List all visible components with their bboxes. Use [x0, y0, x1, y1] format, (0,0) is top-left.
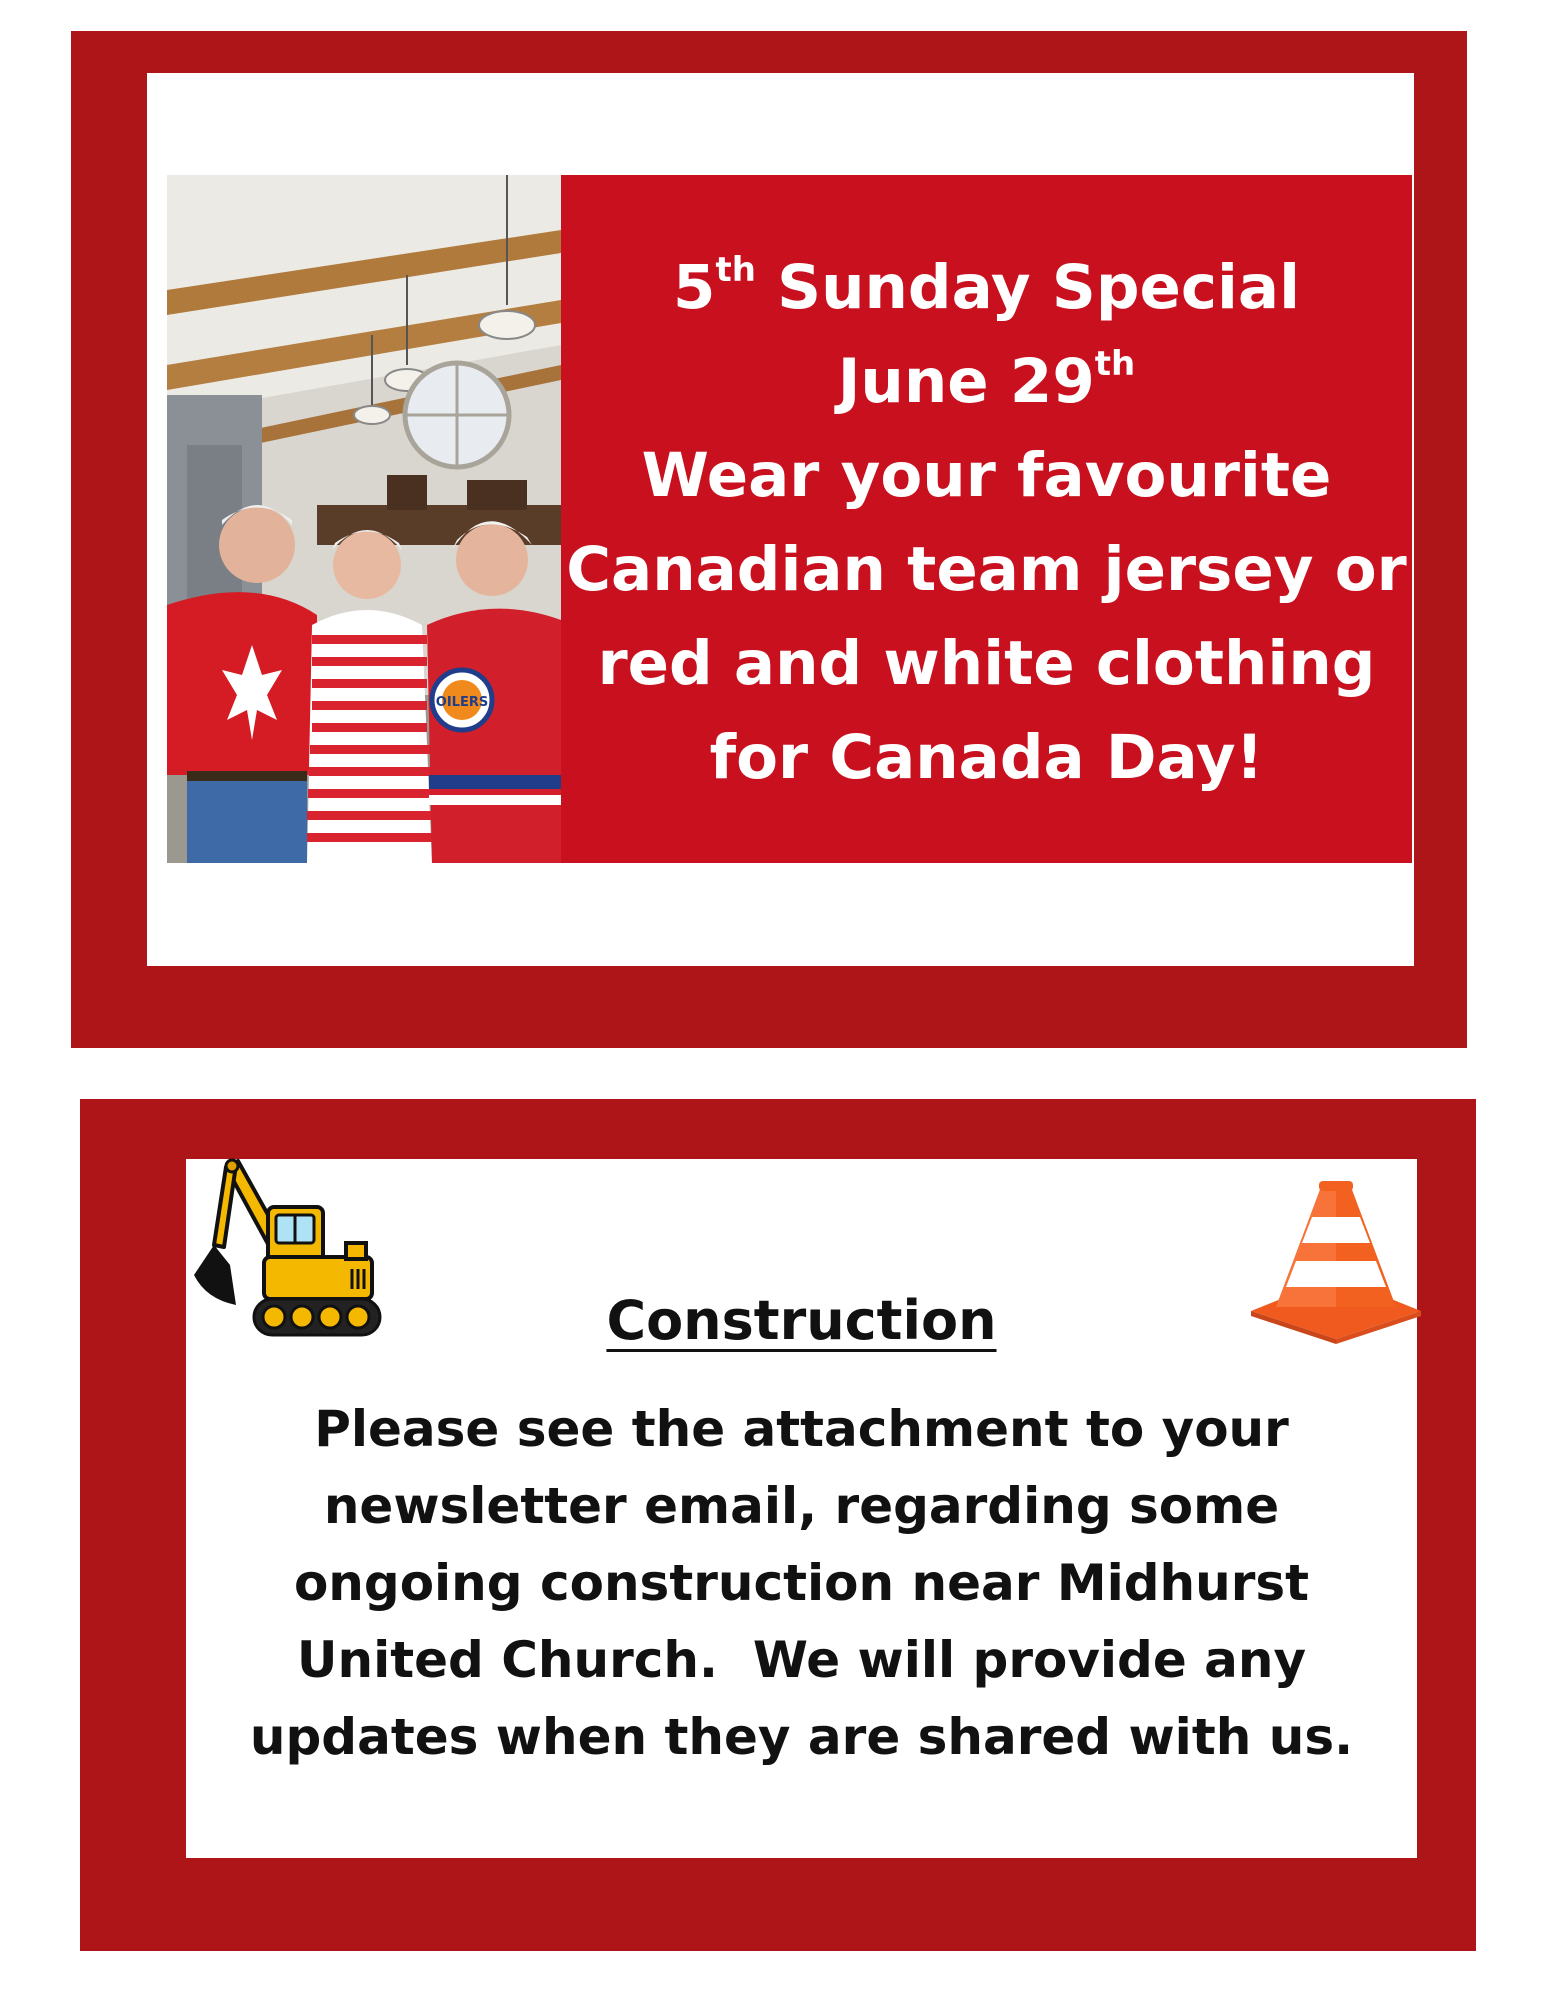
promo-line-1: 5th Sunday Special — [672, 249, 1300, 323]
promo-line-4: Canadian team jersey or — [566, 534, 1407, 605]
promo-card-frame — [71, 31, 1467, 1048]
promo-line-6: for Canada Day! — [709, 722, 1264, 793]
construction-card-frame — [80, 1099, 1476, 1951]
promo-text — [561, 175, 1412, 863]
promo-banner — [167, 175, 1412, 863]
promo-line-5: red and white clothing — [597, 628, 1376, 699]
body-line: newsletter email, regarding some — [323, 1477, 1280, 1535]
construction-body — [186, 1391, 1417, 1776]
body-line: United Church. We will provide any — [296, 1631, 1307, 1689]
promo-line-2: June 29th — [837, 343, 1136, 417]
promo-card — [147, 73, 1414, 966]
body-line: updates when they are shared with us. — [249, 1708, 1354, 1766]
seniors-photo — [167, 175, 561, 863]
body-line: Please see the attachment to your — [314, 1400, 1289, 1458]
body-line: ongoing construction near Midhurst — [293, 1554, 1310, 1612]
promo-line-3: Wear your favourite — [641, 440, 1332, 511]
jersey-text: OILERS — [435, 695, 489, 710]
construction-heading: Construction — [606, 1289, 997, 1352]
construction-card — [186, 1159, 1417, 1858]
